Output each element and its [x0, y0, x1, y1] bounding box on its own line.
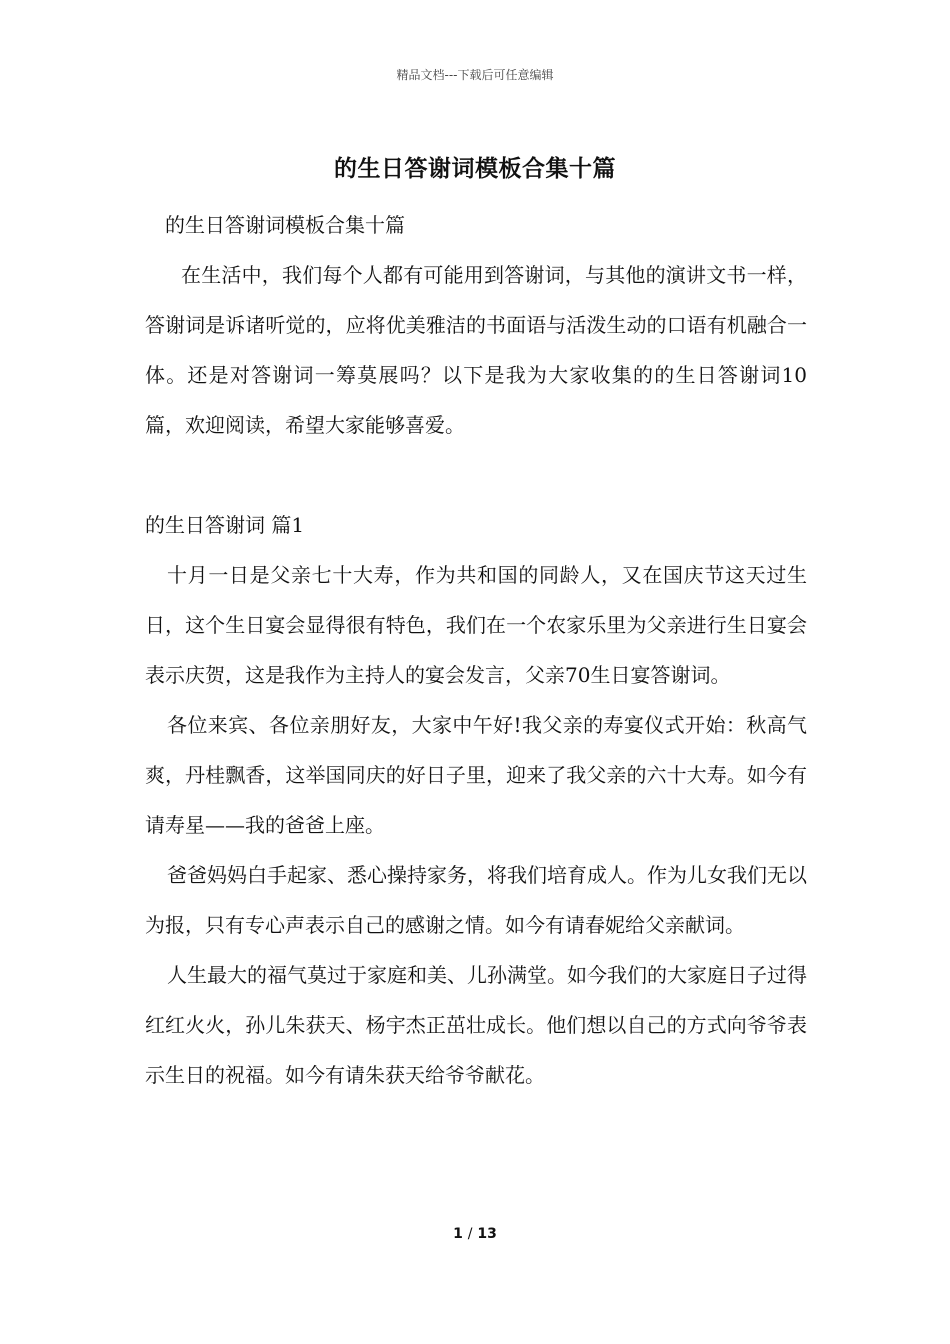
body-paragraph: 各位来宾、各位亲朋好友，大家中午好!我父亲的寿宴仪式开始：秋高气爽，丹桂飘香，这举国同庆的好日子里，迎来了我父亲的六十大寿。如今有请寿星——我的爸爸上座。 — [145, 713, 807, 837]
page-header: 精品文档---下载后可任意编辑 — [396, 68, 554, 82]
body-paragraph: 十月一日是父亲七十大寿，作为共和国的同龄人，又在国庆节这天过生日，这个生日宴会显得很有特色，我们在一个农家乐里为父亲进行生日宴会表示庆贺，这是我作为主持人的宴会发言，父亲70生日宴答谢词。 — [145, 563, 807, 687]
total-pages: 13 — [477, 1226, 497, 1242]
intro-paragraph: 在生活中，我们每个人都有可能用到答谢词，与其他的演讲文书一样，答谢词是诉诸听觉的，应将优美雅洁的书面语与活泼生动的口语有机融合一体。还是对答谢词一筹莫展吗？以下是我为大家收集的的生日答谢词10篇，欢迎阅读，希望大家能够喜爱。 — [145, 263, 807, 437]
page-separator: / — [467, 1226, 473, 1242]
section-heading: 的生日答谢词 篇1 — [145, 513, 305, 537]
current-page-number: 1 — [453, 1226, 463, 1242]
blank-line — [145, 450, 807, 500]
document-title: 的生日答谢词模板合集十篇 — [334, 155, 616, 182]
page-footer — [0, 1226, 950, 1242]
document-body — [145, 200, 807, 1100]
body-paragraph: 人生最大的福气莫过于家庭和美、儿孙满堂。如今我们的大家庭日子过得红红火火，孙儿朱获天、杨宇杰正茁壮成长。他们想以自己的方式向爷爷表示生日的祝福。如今有请朱获天给爷爷献花。 — [145, 963, 807, 1087]
body-paragraph: 爸爸妈妈白手起家、悉心操持家务，将我们培育成人。作为儿女我们无以为报，只有专心声表示自己的感谢之情。如今有请春妮给父亲献词。 — [145, 863, 807, 937]
document-subtitle: 的生日答谢词模板合集十篇 — [165, 213, 405, 237]
